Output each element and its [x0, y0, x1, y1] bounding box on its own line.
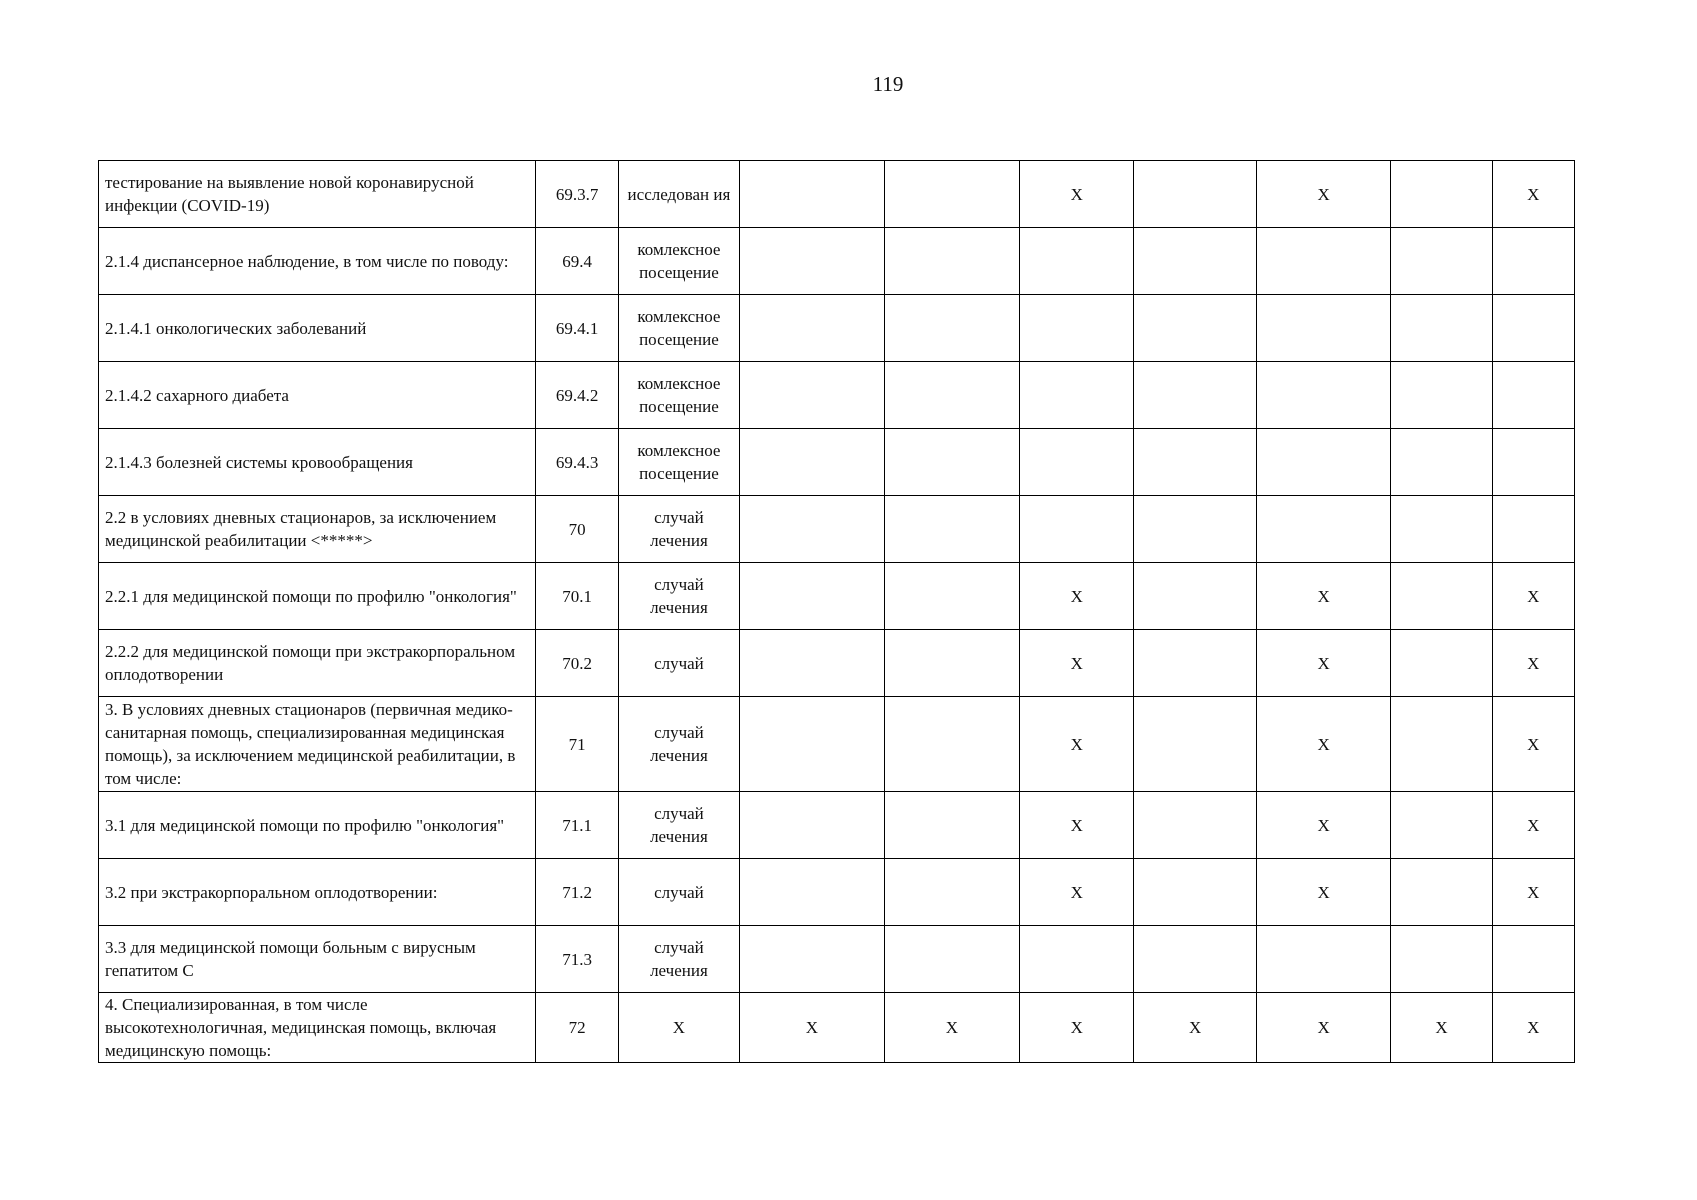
value-cell [884, 697, 1019, 792]
table-row [99, 228, 1575, 295]
value-cell: X [1020, 161, 1134, 228]
value-cell [1492, 362, 1574, 429]
value-cell [1020, 496, 1134, 563]
value-cell: X [1020, 563, 1134, 630]
value-cell [1256, 295, 1390, 362]
row-name-cell: 2.2 в условиях дневных стационаров, за исключением медицинской реабилитации <*****> [99, 496, 536, 563]
value-cell: X [1020, 792, 1134, 859]
row-unit-cell: случай лечения [618, 496, 739, 563]
value-cell: X [1256, 161, 1390, 228]
value-cell: X [1020, 697, 1134, 792]
row-code-cell: 69.4.3 [536, 429, 618, 496]
row-unit-cell: комлексное посещение [618, 295, 739, 362]
row-code-cell: 71.1 [536, 792, 618, 859]
value-cell [740, 630, 884, 697]
value-cell [1391, 429, 1492, 496]
row-unit-cell: исследован ия [618, 161, 739, 228]
value-cell [1391, 295, 1492, 362]
row-unit-cell: случай [618, 630, 739, 697]
value-cell [1391, 362, 1492, 429]
value-cell [740, 496, 884, 563]
row-code-cell: 69.4 [536, 228, 618, 295]
table-row [99, 859, 1575, 926]
row-code-cell: 71 [536, 697, 618, 792]
table-row [99, 993, 1575, 1063]
row-code-cell: 69.4.2 [536, 362, 618, 429]
row-name-cell: 2.1.4.2 сахарного диабета [99, 362, 536, 429]
row-unit-cell: случай лечения [618, 926, 739, 993]
value-cell [740, 859, 884, 926]
value-cell [1134, 228, 1256, 295]
table-row [99, 697, 1575, 792]
value-cell: X [1492, 993, 1574, 1063]
value-cell: X [1134, 993, 1256, 1063]
value-cell [884, 496, 1019, 563]
row-name-cell: тестирование на выявление новой коронавирусной инфекции (COVID-19) [99, 161, 536, 228]
value-cell [1256, 429, 1390, 496]
value-cell [884, 792, 1019, 859]
row-name-cell: 4. Специализированная, в том числе высокотехнологичная, медицинская помощь, включая медицинскую помощь: [99, 993, 536, 1063]
value-cell: X [740, 993, 884, 1063]
value-cell [1020, 926, 1134, 993]
value-cell [1134, 429, 1256, 496]
value-cell [1134, 792, 1256, 859]
value-cell [1134, 295, 1256, 362]
value-cell [740, 228, 884, 295]
value-cell [740, 161, 884, 228]
value-cell [1391, 161, 1492, 228]
value-cell: X [1256, 563, 1390, 630]
row-code-cell: 72 [536, 993, 618, 1063]
value-cell: X [1256, 859, 1390, 926]
row-name-cell: 2.1.4.1 онкологических заболеваний [99, 295, 536, 362]
value-cell [1256, 496, 1390, 563]
table-row [99, 926, 1575, 993]
value-cell [1134, 563, 1256, 630]
row-unit-cell: случай [618, 859, 739, 926]
value-cell [740, 295, 884, 362]
value-cell [884, 429, 1019, 496]
value-cell [1492, 228, 1574, 295]
value-cell [740, 429, 884, 496]
value-cell [1020, 429, 1134, 496]
value-cell [1391, 792, 1492, 859]
row-unit-cell: комлексное посещение [618, 429, 739, 496]
value-cell [1492, 429, 1574, 496]
value-cell [1391, 496, 1492, 563]
row-code-cell: 70 [536, 496, 618, 563]
row-code-cell: 70.2 [536, 630, 618, 697]
value-cell [740, 563, 884, 630]
row-unit-cell: комлексное посещение [618, 228, 739, 295]
value-cell: X [1492, 563, 1574, 630]
row-unit-cell: случай лечения [618, 697, 739, 792]
row-name-cell: 3.3 для медицинской помощи больным с вирусным гепатитом С [99, 926, 536, 993]
row-name-cell: 2.2.2 для медицинской помощи при экстракорпоральном оплодотворении [99, 630, 536, 697]
value-cell [1391, 563, 1492, 630]
value-cell [884, 161, 1019, 228]
value-cell [1256, 362, 1390, 429]
row-code-cell: 70.1 [536, 563, 618, 630]
row-unit-cell: комлексное посещение [618, 362, 739, 429]
value-cell [884, 859, 1019, 926]
row-name-cell: 2.1.4 диспансерное наблюдение, в том числе по поводу: [99, 228, 536, 295]
table-row [99, 496, 1575, 563]
value-cell [884, 926, 1019, 993]
value-cell [1134, 161, 1256, 228]
value-cell [1391, 859, 1492, 926]
value-cell [884, 563, 1019, 630]
value-cell [884, 295, 1019, 362]
value-cell [1391, 926, 1492, 993]
value-cell [1391, 630, 1492, 697]
value-cell [1492, 496, 1574, 563]
row-unit-cell: X [618, 993, 739, 1063]
value-cell [1391, 697, 1492, 792]
value-cell: X [1256, 993, 1390, 1063]
value-cell [1256, 228, 1390, 295]
value-cell [740, 792, 884, 859]
value-cell: X [1256, 630, 1390, 697]
value-cell [884, 228, 1019, 295]
value-cell: X [1492, 697, 1574, 792]
page-number: 119 [872, 72, 904, 96]
value-cell [1492, 295, 1574, 362]
row-unit-cell: случай лечения [618, 563, 739, 630]
value-cell [1134, 926, 1256, 993]
value-cell [740, 362, 884, 429]
row-name-cell: 3.2 при экстракорпоральном оплодотворении: [99, 859, 536, 926]
table-row [99, 295, 1575, 362]
value-cell [1134, 859, 1256, 926]
value-cell [1020, 362, 1134, 429]
value-cell: X [1020, 859, 1134, 926]
row-code-cell: 71.3 [536, 926, 618, 993]
row-code-cell: 69.3.7 [536, 161, 618, 228]
value-cell [1020, 228, 1134, 295]
table-body [99, 161, 1575, 1063]
value-cell: X [1492, 859, 1574, 926]
table-row [99, 792, 1575, 859]
value-cell [884, 630, 1019, 697]
row-code-cell: 71.2 [536, 859, 618, 926]
value-cell [1134, 496, 1256, 563]
value-cell [740, 926, 884, 993]
value-cell: X [1020, 993, 1134, 1063]
value-cell [1256, 926, 1390, 993]
value-cell [1134, 697, 1256, 792]
value-cell [1020, 295, 1134, 362]
value-cell: X [1492, 630, 1574, 697]
row-name-cell: 3. В условиях дневных стационаров (первичная медико-санитарная помощь, специализированная медицинская помощь), за исключением медицинской реабилитации, в том числе: [99, 697, 536, 792]
row-name-cell: 3.1 для медицинской помощи по профилю "онкология" [99, 792, 536, 859]
data-table [98, 160, 1575, 1063]
row-unit-cell: случай лечения [618, 792, 739, 859]
table-row [99, 630, 1575, 697]
value-cell: X [1020, 630, 1134, 697]
row-name-cell: 2.1.4.3 болезней системы кровообращения [99, 429, 536, 496]
value-cell: X [1492, 792, 1574, 859]
value-cell [1391, 228, 1492, 295]
value-cell: X [884, 993, 1019, 1063]
value-cell [1134, 362, 1256, 429]
table-row [99, 429, 1575, 496]
row-code-cell: 69.4.1 [536, 295, 618, 362]
value-cell: X [1492, 161, 1574, 228]
value-cell: X [1256, 792, 1390, 859]
table-row [99, 362, 1575, 429]
value-cell: X [1391, 993, 1492, 1063]
table-row [99, 563, 1575, 630]
table-row [99, 161, 1575, 228]
value-cell [1134, 630, 1256, 697]
row-name-cell: 2.2.1 для медицинской помощи по профилю "онкология" [99, 563, 536, 630]
value-cell: X [1256, 697, 1390, 792]
value-cell [740, 697, 884, 792]
value-cell [884, 362, 1019, 429]
value-cell [1492, 926, 1574, 993]
